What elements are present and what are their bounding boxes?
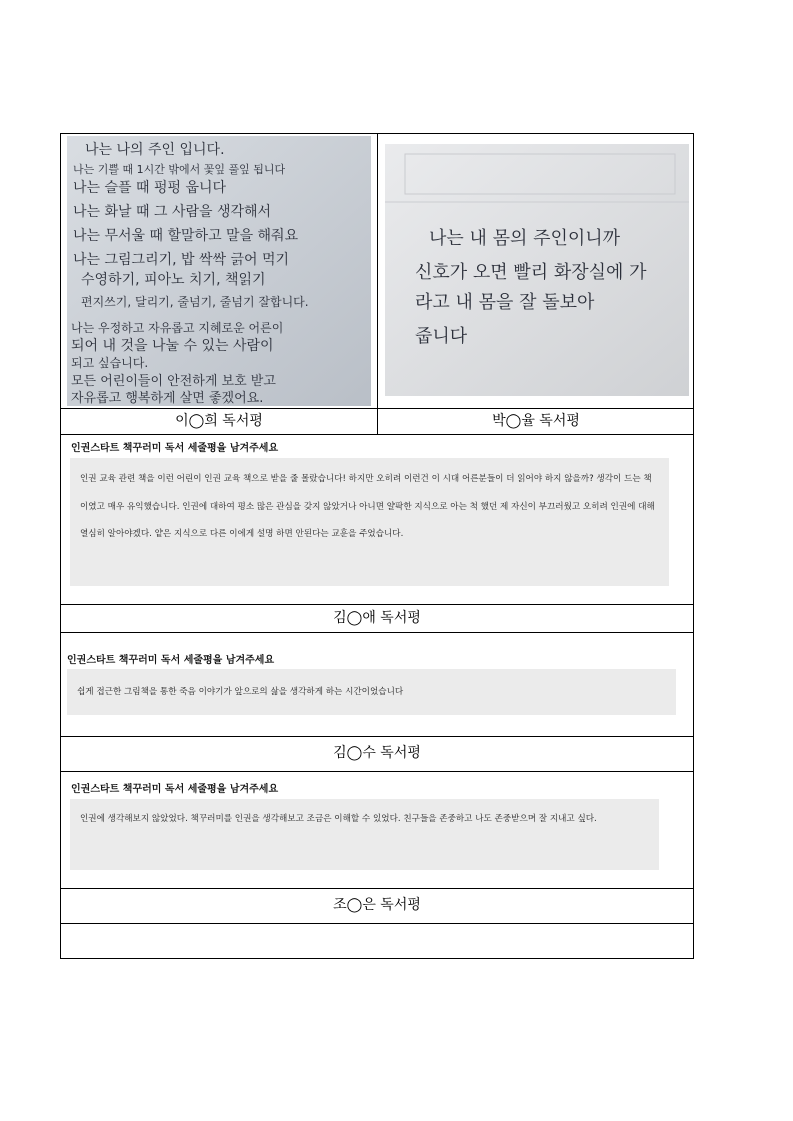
review-author-label: 김◯애 독서평	[333, 610, 421, 626]
review-prompt: 인권스타트 책꾸러미 독서 세줄평을 남겨주세요	[71, 784, 279, 795]
review-answer-box	[70, 799, 659, 870]
review-answer-box	[70, 458, 669, 586]
handwriting-line: 나는 나의 주인 입니다.	[85, 142, 225, 158]
handwriting-line: 나는 화날 때 그 사람을 생각해서	[73, 204, 272, 220]
handwriting-line: 모든 어린이들이 안전하게 보호 받고	[71, 374, 276, 389]
review-table	[60, 133, 694, 959]
handwriting-line: 줍니다	[415, 326, 468, 347]
handwriting-line: 나는 그림그리기, 밥 싹싹 긁어 먹기	[73, 252, 290, 268]
handwriting-line: 되고 싶습니다.	[71, 356, 149, 370]
review-prompt: 인권스타트 책꾸러미 독서 세줄평을 남겨주세요	[67, 655, 275, 666]
handwriting-line: 나는 내 몸의 주인이니까	[429, 228, 621, 249]
handwriting-line: 편지쓰기, 달리기, 줄넘기, 줄넘기 잘합니다.	[81, 295, 309, 309]
column-divider	[377, 134, 378, 434]
handwriting-line: 나는 기쁠 때 1시간 밖에서 꽃잎 풀잎 됩니다	[73, 163, 286, 176]
review-answer-text: 인권에 생각해보지 않았었다. 책꾸러미를 인권을 생각해보고 조금은 이해할 수 있었다. 친구들을 존중하고 나도 존중받으며 잘 지내고 싶다.	[80, 814, 597, 824]
handwritten-note-photo-right	[385, 144, 689, 396]
handwriting-line: 나는 우정하고 자유롭고 지혜로운 어른이	[71, 321, 284, 335]
handwritten-note-photo-left	[67, 136, 371, 406]
table-rule	[61, 736, 693, 737]
handwriting-line: 나는 슬플 때 펑펑 웁니다	[73, 180, 227, 196]
handwriting-line: 나는 무서울 때 할말하고 말을 해줘요	[73, 228, 299, 244]
handwriting-line: 라고 내 몸을 잘 돌보아	[415, 292, 595, 313]
review-answer-text: 인권 교육 관련 책을 이런 어린이 인권 교육 책으로 받을 줄 몰랐습니다! 하지만 오히려 이런건 이 시대 어른분들이 더 읽어야 하지 않을까? 생각이 드는 책이였고 매우 유익했습니다. 인권에 대하여 평소 많은 관심을 갖지 않았거나 아니면 얄팍한 지식으로 아는 척 했던 제 자신이 부끄러웠고 오히려 인권에 대해 열심히 알아야겠다. 얕은 지식으로 다른 이에게 설명 하면 안된다는 교훈을 주었습니다.	[80, 474, 655, 539]
table-rule	[61, 771, 693, 772]
table-rule	[61, 434, 693, 435]
review-author-label: 이◯희 독서평	[175, 413, 263, 429]
review-author-label: 조◯은 독서평	[333, 897, 421, 913]
review-prompt: 인권스타트 책꾸러미 독서 세줄평을 남겨주세요	[71, 443, 279, 454]
review-answer-box	[67, 669, 676, 715]
handwriting-line: 자유롭고 행복하게 살면 좋겠어요.	[71, 391, 264, 406]
handwriting-line: 되어 내 것을 나눌 수 있는 사람이	[71, 338, 274, 354]
table-rule	[61, 888, 693, 889]
review-author-label: 박◯율 독서평	[492, 413, 580, 429]
table-rule	[61, 632, 693, 633]
review-author-label: 김◯수 독서평	[333, 745, 421, 761]
empty-review-cell	[61, 924, 693, 958]
handwriting-line: 수영하기, 피아노 치기, 책읽기	[81, 272, 266, 288]
review-answer-text: 쉽게 접근한 그림책을 통한 죽음 이야기가 앞으로의 삶을 생각하게 하는 시간이었습니다	[77, 687, 404, 697]
handwriting-line: 신호가 오면 빨리 화장실에 가	[415, 262, 647, 283]
